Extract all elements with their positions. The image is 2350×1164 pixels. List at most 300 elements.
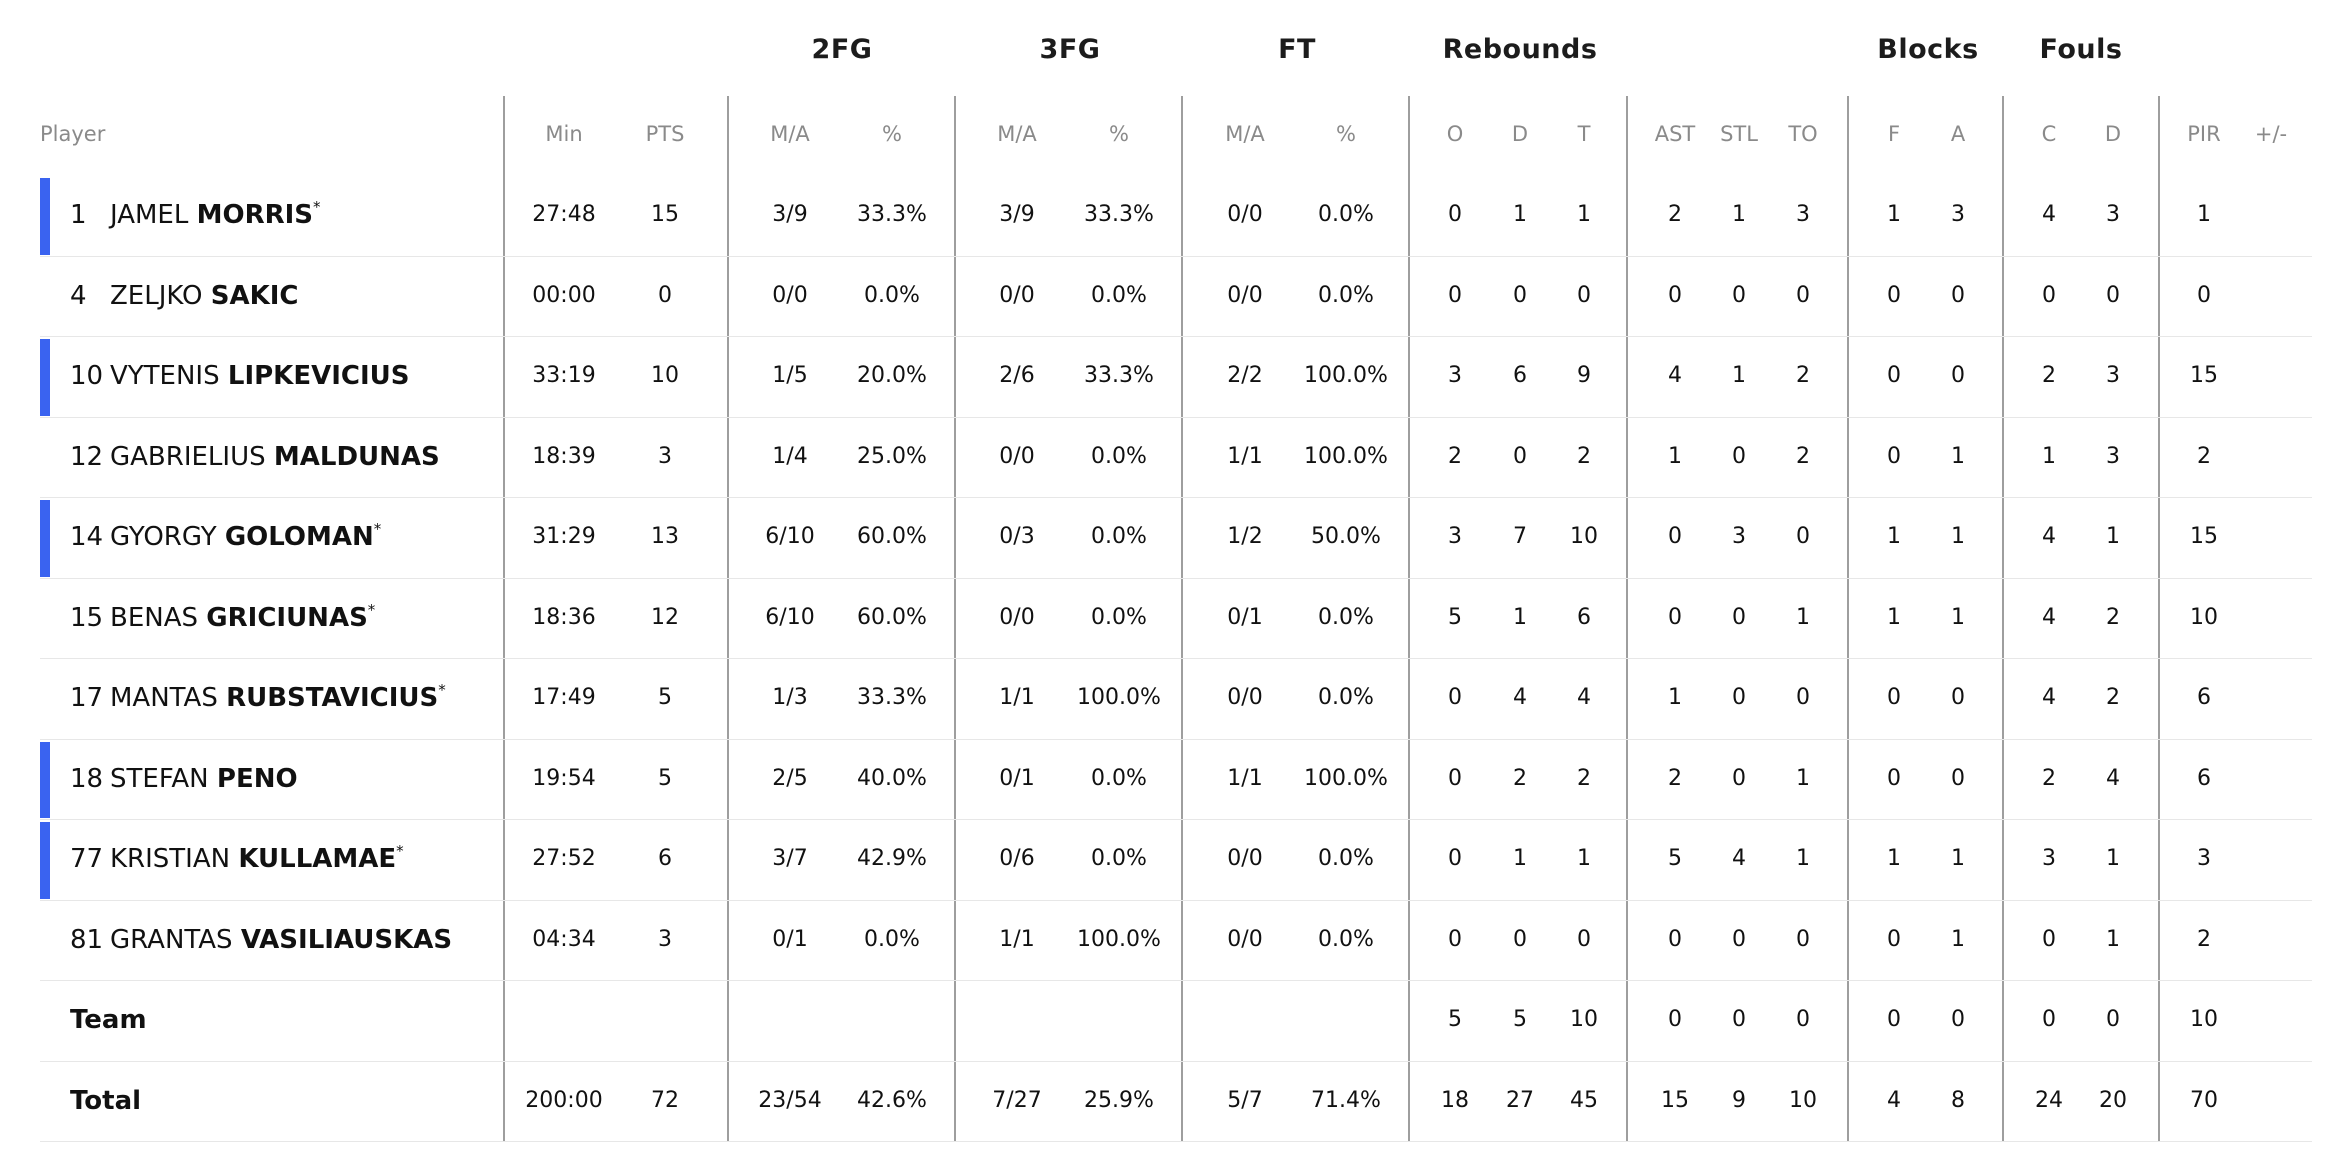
stat-fouls-d: 3 xyxy=(2106,443,2120,469)
stat-ft-ma: 0/0 xyxy=(1227,202,1263,228)
stat-2fg-ma: 6/10 xyxy=(765,524,815,550)
column-divider xyxy=(727,96,729,1142)
stat-ft-pct: 0.0% xyxy=(1318,685,1374,711)
stat-reb-t: 10 xyxy=(1570,524,1598,550)
column-divider xyxy=(2002,96,2004,1142)
player-number: 4 xyxy=(70,280,87,311)
stat-3fg-ma: 2/6 xyxy=(999,363,1035,389)
starter-mark: * xyxy=(373,520,382,539)
player-name-link[interactable] xyxy=(110,442,440,472)
stat-ast: 0 xyxy=(1668,926,1682,952)
stat-fouls-d: 1 xyxy=(2106,524,2120,550)
stat-reb-o: 5 xyxy=(1448,604,1462,630)
stat-3fg-pct: 0.0% xyxy=(1091,604,1147,630)
stat-to: 0 xyxy=(1796,1007,1810,1033)
stat-2fg-pct: 40.0% xyxy=(857,765,927,791)
column-header-ft-pct[interactable]: % xyxy=(1336,122,1356,146)
stat-reb-t: 2 xyxy=(1577,443,1591,469)
stat-ft-ma: 0/1 xyxy=(1227,604,1263,630)
stat-reb-t: 6 xyxy=(1577,604,1591,630)
column-header-fouls-d[interactable]: D xyxy=(2104,122,2122,146)
stat-blk-f: 1 xyxy=(1887,524,1901,550)
stat-to: 0 xyxy=(1796,685,1810,711)
stat-pts: 3 xyxy=(658,443,672,469)
stat-reb-d: 2 xyxy=(1513,765,1527,791)
stat-2fg-ma: 1/5 xyxy=(772,363,808,389)
stat-ast: 1 xyxy=(1668,443,1682,469)
stat-2fg-pct: 42.9% xyxy=(857,846,927,872)
stat-pir: 2 xyxy=(2197,443,2211,469)
stat-pts: 12 xyxy=(651,604,679,630)
stat-fouls-d: 0 xyxy=(2106,282,2120,308)
group-header-2fg: 2FG xyxy=(811,34,873,65)
player-last-name: RUBSTAVICIUS xyxy=(226,683,439,714)
stat-ast: 0 xyxy=(1668,1007,1682,1033)
stat-3fg-pct: 25.9% xyxy=(1084,1087,1154,1113)
column-header-2fg-ma[interactable]: M/A xyxy=(770,122,810,146)
stat-reb-t: 10 xyxy=(1570,1007,1598,1033)
row-separator xyxy=(40,1141,2312,1142)
stat-2fg-ma: 23/54 xyxy=(758,1087,822,1113)
stat-min: 27:48 xyxy=(532,202,596,228)
stat-pir: 1 xyxy=(2197,202,2211,228)
stat-reb-o: 0 xyxy=(1448,926,1462,952)
stat-2fg-ma: 3/7 xyxy=(772,846,808,872)
stat-pts: 15 xyxy=(651,202,679,228)
stat-pir: 70 xyxy=(2190,1087,2218,1113)
player-last-name: SAKIC xyxy=(210,280,299,311)
player-name-link[interactable] xyxy=(110,281,299,311)
stat-fouls-c: 0 xyxy=(2042,1007,2056,1033)
stat-min: 18:36 xyxy=(532,604,596,630)
stat-pts: 10 xyxy=(651,363,679,389)
column-header-blk-f[interactable]: F xyxy=(1887,122,1901,146)
stat-ft-pct: 0.0% xyxy=(1318,926,1374,952)
stat-min: 31:29 xyxy=(532,524,596,550)
stat-ast: 4 xyxy=(1668,363,1682,389)
player-number: 12 xyxy=(70,441,104,472)
stat-ft-ma: 0/0 xyxy=(1227,926,1263,952)
stat-blk-f: 1 xyxy=(1887,846,1901,872)
stat-ft-pct: 0.0% xyxy=(1318,282,1374,308)
stat-to: 3 xyxy=(1796,202,1810,228)
stat-blk-a: 0 xyxy=(1951,282,1965,308)
stat-2fg-pct: 0.0% xyxy=(864,926,920,952)
stat-stl: 0 xyxy=(1732,443,1746,469)
stat-reb-d: 0 xyxy=(1513,282,1527,308)
stat-ft-ma: 5/7 xyxy=(1227,1087,1263,1113)
stat-ft-pct: 0.0% xyxy=(1318,604,1374,630)
stat-to: 0 xyxy=(1796,926,1810,952)
row-separator xyxy=(40,900,2312,901)
stat-reb-d: 1 xyxy=(1513,604,1527,630)
stat-ast: 0 xyxy=(1668,604,1682,630)
stat-reb-o: 3 xyxy=(1448,524,1462,550)
column-header-reb-o[interactable]: O xyxy=(1446,122,1464,146)
stat-2fg-pct: 42.6% xyxy=(857,1087,927,1113)
stat-stl: 0 xyxy=(1732,282,1746,308)
starter-mark: * xyxy=(367,600,376,619)
player-number: 10 xyxy=(70,361,104,392)
column-header-to[interactable]: TO xyxy=(1788,122,1818,146)
stat-ast: 2 xyxy=(1668,765,1682,791)
player-first-name: STEFAN xyxy=(110,763,217,794)
stat-to: 0 xyxy=(1796,282,1810,308)
stat-ft-ma: 0/0 xyxy=(1227,685,1263,711)
stat-3fg-pct: 100.0% xyxy=(1077,685,1161,711)
stat-pts: 6 xyxy=(658,846,672,872)
stat-blk-a: 8 xyxy=(1951,1087,1965,1113)
stat-blk-f: 0 xyxy=(1887,282,1901,308)
stat-reb-o: 2 xyxy=(1448,443,1462,469)
column-header-ft-ma[interactable]: M/A xyxy=(1225,122,1265,146)
stat-reb-d: 5 xyxy=(1513,1007,1527,1033)
stat-to: 1 xyxy=(1796,846,1810,872)
stat-fouls-c: 4 xyxy=(2042,202,2056,228)
stat-blk-a: 1 xyxy=(1951,604,1965,630)
stat-blk-f: 1 xyxy=(1887,604,1901,630)
player-highlight-marker xyxy=(40,339,50,416)
row-separator xyxy=(40,336,2312,337)
stat-fouls-c: 3 xyxy=(2042,846,2056,872)
stat-min: 27:52 xyxy=(532,846,596,872)
row-separator xyxy=(40,256,2312,257)
stat-2fg-pct: 33.3% xyxy=(857,202,927,228)
stat-to: 1 xyxy=(1796,765,1810,791)
group-header-3fg: 3FG xyxy=(1039,34,1101,65)
starter-mark: * xyxy=(438,681,446,700)
stat-fouls-c: 4 xyxy=(2042,604,2056,630)
row-separator xyxy=(40,417,2312,418)
stat-reb-t: 45 xyxy=(1570,1087,1598,1113)
player-name-link[interactable] xyxy=(110,844,404,874)
stat-reb-o: 0 xyxy=(1448,202,1462,228)
column-header-reb-t[interactable]: T xyxy=(1577,122,1591,146)
stat-ft-ma: 1/2 xyxy=(1227,524,1263,550)
player-number: 17 xyxy=(70,683,104,714)
stat-2fg-ma: 2/5 xyxy=(772,765,808,791)
player-name-link[interactable] xyxy=(110,361,409,391)
stat-reb-o: 0 xyxy=(1448,685,1462,711)
player-last-name: MALDUNAS xyxy=(273,441,440,472)
player-name-link[interactable] xyxy=(110,764,298,794)
stat-fouls-d: 1 xyxy=(2106,846,2120,872)
stat-ft-ma: 1/1 xyxy=(1227,443,1263,469)
stat-ft-ma: 0/0 xyxy=(1227,282,1263,308)
stat-3fg-pct: 0.0% xyxy=(1091,524,1147,550)
column-divider xyxy=(1847,96,1849,1142)
stat-reb-d: 6 xyxy=(1513,363,1527,389)
stat-ft-ma: 2/2 xyxy=(1227,363,1263,389)
stat-fouls-c: 0 xyxy=(2042,282,2056,308)
stat-pir: 6 xyxy=(2197,765,2211,791)
stat-pir: 10 xyxy=(2190,604,2218,630)
stat-reb-o: 18 xyxy=(1441,1087,1469,1113)
player-number: 14 xyxy=(70,522,104,553)
stat-3fg-pct: 0.0% xyxy=(1091,443,1147,469)
player-highlight-marker xyxy=(40,178,50,255)
column-header-min[interactable]: Min xyxy=(545,122,583,146)
player-column-header[interactable]: Player xyxy=(40,122,106,146)
stat-fouls-d: 20 xyxy=(2099,1087,2127,1113)
stat-pts: 3 xyxy=(658,926,672,952)
stat-blk-f: 0 xyxy=(1887,926,1901,952)
player-first-name: GRANTAS xyxy=(110,924,241,955)
stat-stl: 3 xyxy=(1732,524,1746,550)
stat-3fg-pct: 0.0% xyxy=(1091,282,1147,308)
player-number: 81 xyxy=(70,924,104,955)
column-header-fouls-c[interactable]: C xyxy=(2041,122,2057,146)
stat-2fg-ma: 3/9 xyxy=(772,202,808,228)
team-row-label: Team xyxy=(70,1005,147,1036)
stat-min: 33:19 xyxy=(532,363,596,389)
column-header-pts[interactable]: PTS xyxy=(645,122,685,146)
stat-3fg-pct: 33.3% xyxy=(1084,202,1154,228)
stat-stl: 9 xyxy=(1732,1087,1746,1113)
column-header-stl[interactable]: STL xyxy=(1720,122,1758,146)
stat-reb-t: 0 xyxy=(1577,282,1591,308)
stat-reb-o: 3 xyxy=(1448,363,1462,389)
player-last-name: PENO xyxy=(216,763,298,794)
stat-stl: 0 xyxy=(1732,604,1746,630)
stat-stl: 1 xyxy=(1732,202,1746,228)
stat-blk-a: 0 xyxy=(1951,765,1965,791)
stat-3fg-ma: 0/6 xyxy=(999,846,1035,872)
stat-pir: 10 xyxy=(2190,1007,2218,1033)
stat-reb-t: 1 xyxy=(1577,846,1591,872)
stat-pts: 0 xyxy=(658,282,672,308)
player-first-name: MANTAS xyxy=(110,683,227,714)
stat-ft-pct: 71.4% xyxy=(1311,1087,1381,1113)
stat-fouls-d: 3 xyxy=(2106,202,2120,228)
stat-3fg-ma: 1/1 xyxy=(999,926,1035,952)
stat-fouls-d: 0 xyxy=(2106,1007,2120,1033)
stat-min: 00:00 xyxy=(532,282,596,308)
column-header-3fg-pct[interactable]: % xyxy=(1109,122,1129,146)
player-first-name: JAMEL xyxy=(110,200,197,231)
stat-pts: 13 xyxy=(651,524,679,550)
stat-2fg-ma: 0/0 xyxy=(772,282,808,308)
group-header-ft: FT xyxy=(1278,34,1316,65)
stat-blk-a: 1 xyxy=(1951,443,1965,469)
player-last-name: VASILIAUSKAS xyxy=(240,924,453,955)
stat-reb-d: 0 xyxy=(1513,926,1527,952)
stat-3fg-ma: 1/1 xyxy=(999,685,1035,711)
stat-pir: 0 xyxy=(2197,282,2211,308)
stat-ft-pct: 0.0% xyxy=(1318,202,1374,228)
stat-ast: 15 xyxy=(1661,1087,1689,1113)
stat-fouls-c: 4 xyxy=(2042,524,2056,550)
row-separator xyxy=(40,819,2312,820)
stat-fouls-d: 1 xyxy=(2106,926,2120,952)
column-header-2fg-pct[interactable]: % xyxy=(882,122,902,146)
player-last-name: GOLOMAN xyxy=(224,522,374,553)
stat-blk-a: 1 xyxy=(1951,926,1965,952)
column-divider xyxy=(1181,96,1183,1142)
stat-fouls-c: 0 xyxy=(2042,926,2056,952)
stat-2fg-ma: 0/1 xyxy=(772,926,808,952)
column-divider xyxy=(2158,96,2160,1142)
stat-reb-t: 4 xyxy=(1577,685,1591,711)
stat-ft-ma: 0/0 xyxy=(1227,846,1263,872)
player-name-link[interactable] xyxy=(110,683,446,713)
stat-pir: 15 xyxy=(2190,524,2218,550)
stat-blk-a: 1 xyxy=(1951,846,1965,872)
player-name-link[interactable] xyxy=(110,600,376,633)
stat-2fg-pct: 0.0% xyxy=(864,282,920,308)
group-header-reb: Rebounds xyxy=(1442,34,1598,65)
stat-fouls-c: 1 xyxy=(2042,443,2056,469)
stat-reb-o: 0 xyxy=(1448,846,1462,872)
stat-pir: 6 xyxy=(2197,685,2211,711)
stat-blk-f: 0 xyxy=(1887,1007,1901,1033)
stat-stl: 0 xyxy=(1732,685,1746,711)
stat-to: 0 xyxy=(1796,524,1810,550)
stat-3fg-ma: 0/1 xyxy=(999,765,1035,791)
row-separator xyxy=(40,980,2312,981)
stat-ft-pct: 100.0% xyxy=(1304,765,1388,791)
stat-pts: 5 xyxy=(658,685,672,711)
stat-blk-f: 0 xyxy=(1887,685,1901,711)
stat-pir: 15 xyxy=(2190,363,2218,389)
stat-3fg-pct: 0.0% xyxy=(1091,846,1147,872)
row-separator xyxy=(40,1061,2312,1062)
stat-to: 1 xyxy=(1796,604,1810,630)
player-last-name: KULLAMAE xyxy=(238,844,397,875)
row-separator xyxy=(40,739,2312,740)
column-header-ast[interactable]: AST xyxy=(1654,122,1696,146)
stat-blk-a: 3 xyxy=(1951,202,1965,228)
stat-stl: 0 xyxy=(1732,765,1746,791)
stat-blk-f: 4 xyxy=(1887,1087,1901,1113)
stat-3fg-ma: 0/3 xyxy=(999,524,1035,550)
stat-ft-ma: 1/1 xyxy=(1227,765,1263,791)
stat-blk-f: 0 xyxy=(1887,443,1901,469)
stat-fouls-c: 24 xyxy=(2035,1087,2063,1113)
row-separator xyxy=(40,578,2312,579)
stat-3fg-ma: 0/0 xyxy=(999,443,1035,469)
row-separator xyxy=(40,658,2312,659)
stat-reb-o: 5 xyxy=(1448,1007,1462,1033)
player-last-name: MORRIS xyxy=(196,200,314,231)
stat-ast: 2 xyxy=(1668,202,1682,228)
player-name-link[interactable] xyxy=(110,925,452,955)
stat-reb-t: 1 xyxy=(1577,202,1591,228)
player-first-name: BENAS xyxy=(110,602,207,633)
column-header-plus-minus[interactable]: +/- xyxy=(2254,122,2288,146)
stat-3fg-ma: 0/0 xyxy=(999,604,1035,630)
stat-2fg-pct: 20.0% xyxy=(857,363,927,389)
stat-3fg-ma: 7/27 xyxy=(992,1087,1042,1113)
stat-fouls-d: 2 xyxy=(2106,685,2120,711)
stat-stl: 0 xyxy=(1732,926,1746,952)
stat-reb-o: 0 xyxy=(1448,765,1462,791)
stat-min: 04:34 xyxy=(532,926,596,952)
stat-reb-d: 1 xyxy=(1513,846,1527,872)
stat-2fg-pct: 60.0% xyxy=(857,524,927,550)
player-first-name: ZELJKO xyxy=(110,280,211,311)
stat-2fg-ma: 6/10 xyxy=(765,604,815,630)
player-first-name: VYTENIS xyxy=(110,361,228,392)
player-highlight-marker xyxy=(40,822,50,899)
player-name-link[interactable] xyxy=(110,200,321,230)
stat-3fg-pct: 33.3% xyxy=(1084,363,1154,389)
row-separator xyxy=(40,497,2312,498)
stat-pts: 5 xyxy=(658,765,672,791)
stat-ast: 1 xyxy=(1668,685,1682,711)
stat-fouls-d: 4 xyxy=(2106,765,2120,791)
player-highlight-marker xyxy=(40,500,50,577)
stat-reb-o: 0 xyxy=(1448,282,1462,308)
stat-fouls-c: 2 xyxy=(2042,363,2056,389)
stat-min: 17:49 xyxy=(532,685,596,711)
stat-reb-d: 1 xyxy=(1513,202,1527,228)
starter-mark: * xyxy=(396,842,404,861)
stat-ast: 5 xyxy=(1668,846,1682,872)
player-number: 77 xyxy=(70,844,104,875)
stat-ast: 0 xyxy=(1668,282,1682,308)
stat-3fg-ma: 3/9 xyxy=(999,202,1035,228)
stat-blk-a: 0 xyxy=(1951,685,1965,711)
column-header-blk-a[interactable]: A xyxy=(1950,122,1966,146)
column-divider xyxy=(954,96,956,1142)
stat-min: 19:54 xyxy=(532,765,596,791)
stat-ast: 0 xyxy=(1668,524,1682,550)
total-row-label: Total xyxy=(70,1085,142,1116)
stat-to: 2 xyxy=(1796,443,1810,469)
stat-2fg-pct: 25.0% xyxy=(857,443,927,469)
group-header-blk: Blocks xyxy=(1877,34,1979,65)
stat-reb-d: 7 xyxy=(1513,524,1527,550)
player-name-link[interactable] xyxy=(110,522,381,552)
player-first-name: KRISTIAN xyxy=(110,844,239,875)
stat-3fg-pct: 100.0% xyxy=(1077,926,1161,952)
stat-ft-pct: 100.0% xyxy=(1304,443,1388,469)
player-number: 18 xyxy=(70,763,104,794)
stat-pir: 3 xyxy=(2197,846,2211,872)
stat-blk-a: 0 xyxy=(1951,363,1965,389)
stat-3fg-ma: 0/0 xyxy=(999,282,1035,308)
player-highlight-marker xyxy=(40,742,50,819)
stat-reb-d: 4 xyxy=(1513,685,1527,711)
column-header-3fg-ma[interactable]: M/A xyxy=(997,122,1037,146)
stat-pir: 2 xyxy=(2197,926,2211,952)
stat-ft-pct: 0.0% xyxy=(1318,846,1374,872)
starter-mark: * xyxy=(313,198,321,217)
player-last-name: GRICIUNAS xyxy=(206,602,368,633)
stat-3fg-pct: 0.0% xyxy=(1091,765,1147,791)
stat-reb-d: 0 xyxy=(1513,443,1527,469)
stat-blk-a: 0 xyxy=(1951,1007,1965,1033)
player-last-name: LIPKEVICIUS xyxy=(227,361,410,392)
column-divider xyxy=(1626,96,1628,1142)
column-header-pir[interactable]: PIR xyxy=(2187,122,2221,146)
player-number: 15 xyxy=(70,602,104,633)
stat-reb-d: 27 xyxy=(1506,1087,1534,1113)
stat-fouls-d: 2 xyxy=(2106,604,2120,630)
stat-blk-f: 0 xyxy=(1887,363,1901,389)
stat-2fg-pct: 33.3% xyxy=(857,685,927,711)
column-header-reb-d[interactable]: D xyxy=(1511,122,1529,146)
column-divider xyxy=(503,96,505,1142)
stat-to: 2 xyxy=(1796,363,1810,389)
stat-fouls-c: 2 xyxy=(2042,765,2056,791)
stat-ft-pct: 100.0% xyxy=(1304,363,1388,389)
player-number: 1 xyxy=(70,200,87,231)
stat-min: 18:39 xyxy=(532,443,596,469)
group-header-fouls: Fouls xyxy=(2039,34,2123,65)
stat-ft-pct: 50.0% xyxy=(1311,524,1381,550)
